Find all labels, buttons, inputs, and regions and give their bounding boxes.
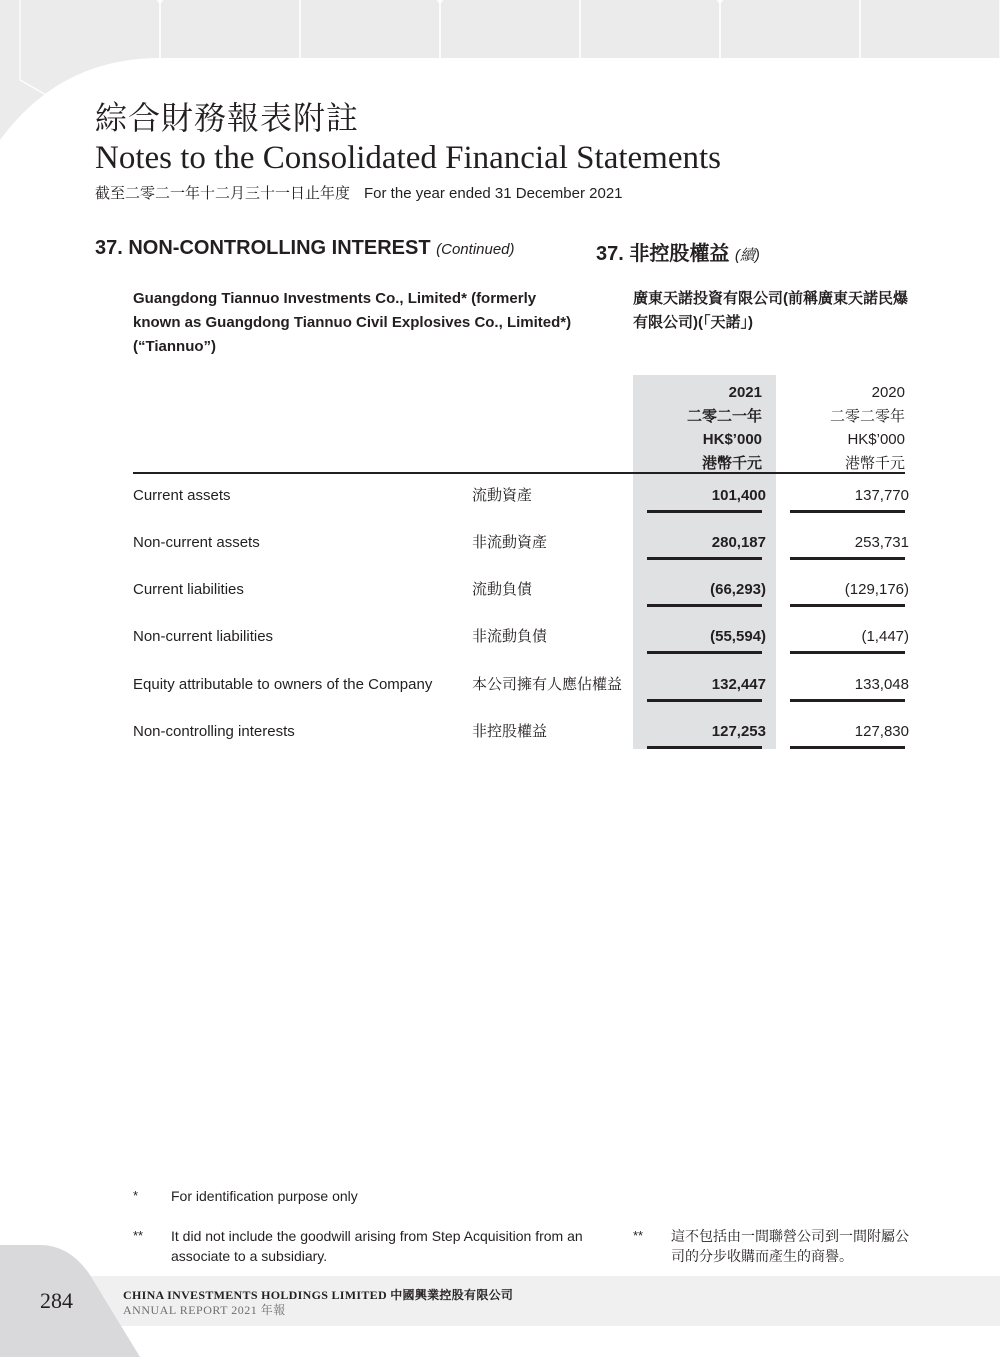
row-label-zh: 流動負債 bbox=[472, 581, 533, 598]
underline-2021 bbox=[647, 746, 762, 749]
column-unit: HK$’000 bbox=[702, 431, 762, 448]
value-2021: 280,187 bbox=[711, 534, 766, 551]
row-label-zh: 非流動資產 bbox=[472, 534, 548, 551]
column-unit-zh: 港幣千元 bbox=[844, 454, 905, 472]
footnote-star-text: For identification purpose only bbox=[171, 1188, 358, 1204]
column-year-zh: 二零二零年 bbox=[829, 407, 905, 425]
continued-label-zh: (續) bbox=[734, 247, 760, 264]
value-2020: 137,770 bbox=[854, 487, 909, 504]
underline-2021 bbox=[647, 604, 762, 607]
value-2021: (55,594) bbox=[710, 628, 766, 645]
row-label-en: Non-controlling interests bbox=[133, 723, 295, 740]
section-title-en bbox=[95, 237, 515, 260]
value-2020: (1,447) bbox=[861, 628, 909, 645]
continued-label-en: (Continued) bbox=[436, 241, 515, 258]
column-unit: HK$’000 bbox=[847, 431, 905, 448]
underline-2021 bbox=[647, 699, 762, 702]
table-row bbox=[0, 721, 1000, 768]
footnote-double-star-mark-zh: ** bbox=[633, 1228, 644, 1243]
value-2020: (129,176) bbox=[844, 581, 909, 598]
row-label-zh: 本公司擁有人應佔權益 bbox=[472, 676, 623, 693]
table-row bbox=[0, 626, 1000, 673]
footer-report-name: ANNUAL REPORT 2021 年報 bbox=[123, 1303, 286, 1317]
row-label-zh: 流動資產 bbox=[472, 487, 533, 504]
value-2021: 101,400 bbox=[711, 487, 766, 504]
row-label-zh: 非流動負債 bbox=[472, 628, 548, 645]
underline-2020 bbox=[790, 651, 905, 654]
value-2020: 253,731 bbox=[854, 534, 909, 551]
period-line bbox=[95, 184, 721, 204]
underline-2020 bbox=[790, 746, 905, 749]
underline-2020 bbox=[790, 510, 905, 513]
section-title-zh-text: 37. 非控股權益 bbox=[596, 243, 730, 265]
footnote-double-star-text-zh: 這不包括由一間聯營公司到一間附屬公司的分步收購而產生的商譽。 bbox=[671, 1228, 909, 1264]
page-title-en: Notes to the Consolidated Financial Statements bbox=[95, 140, 721, 176]
footnote-double-star-mark: ** bbox=[133, 1228, 144, 1243]
row-label-en: Non-current liabilities bbox=[133, 628, 274, 645]
footer-company-name: CHINA INVESTMENTS HOLDINGS LIMITED 中國興業控股有限公司 bbox=[123, 1288, 514, 1302]
value-2021: (66,293) bbox=[710, 581, 766, 598]
underline-2020 bbox=[790, 699, 905, 702]
row-label-en: Equity attributable to owners of the Company bbox=[133, 676, 433, 693]
footnote-star-mark: * bbox=[133, 1188, 139, 1203]
row-label-en: Non-current assets bbox=[133, 534, 260, 551]
column-year-zh: 二零二一年 bbox=[686, 407, 762, 425]
column-year: 2021 bbox=[728, 384, 762, 401]
page-header bbox=[95, 98, 721, 204]
underline-2021 bbox=[647, 651, 762, 654]
table-row bbox=[0, 674, 1000, 721]
page-number: 284 bbox=[40, 1288, 73, 1313]
value-2021: 127,253 bbox=[711, 723, 766, 740]
table-row bbox=[0, 579, 1000, 626]
underline-2021 bbox=[647, 510, 762, 513]
column-header-2020 bbox=[785, 381, 905, 475]
table-header-rule bbox=[133, 472, 905, 474]
row-label-zh: 非控股權益 bbox=[472, 723, 548, 740]
period-en: For the year ended 31 December 2021 bbox=[364, 185, 623, 202]
value-2020: 133,048 bbox=[854, 676, 909, 693]
value-2020: 127,830 bbox=[854, 723, 909, 740]
period-zh: 截至二零二一年十二月三十一日止年度 bbox=[95, 185, 351, 202]
value-2021: 132,447 bbox=[711, 676, 766, 693]
column-header-2021 bbox=[640, 381, 762, 475]
subsidiary-name-en: Guangdong Tiannuo Investments Co., Limited* (formerly known as Guangdong Tiannuo Civil Explosives Co., Limited*) (“Tiannuo”) bbox=[133, 290, 572, 355]
underline-2021 bbox=[647, 557, 762, 560]
table-row bbox=[0, 532, 1000, 579]
underline-2020 bbox=[790, 557, 905, 560]
page-title-zh: 綜合財務報表附註 bbox=[95, 99, 360, 137]
row-label-en: Current assets bbox=[133, 487, 231, 504]
subsidiary-name-zh: 廣東天諾投資有限公司(前稱廣東天諾民爆有限公司)(「天諾」) bbox=[633, 290, 908, 331]
column-unit-zh: 港幣千元 bbox=[701, 454, 762, 472]
section-title-en-text: 37. NON-CONTROLLING INTEREST bbox=[95, 237, 431, 259]
section-title-zh bbox=[596, 237, 760, 266]
row-label-en: Current liabilities bbox=[133, 581, 244, 598]
table-row bbox=[0, 485, 1000, 532]
underline-2020 bbox=[790, 604, 905, 607]
column-year: 2020 bbox=[871, 384, 905, 401]
footnote-double-star-text: It did not include the goodwill arising from Step Acquisition from an associate to a subsidiary. bbox=[171, 1228, 583, 1264]
